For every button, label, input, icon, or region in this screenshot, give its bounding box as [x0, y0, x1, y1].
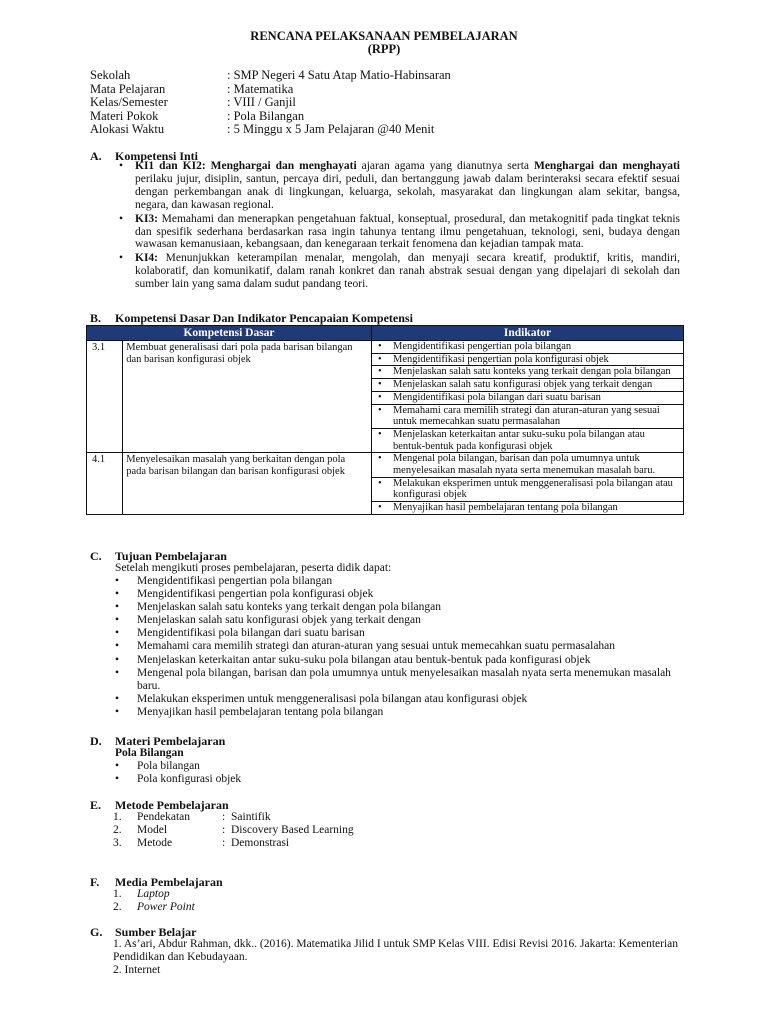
section-d-heading: D. Materi Pembelajaran: [90, 734, 226, 748]
header-indikator: Indikator: [372, 326, 684, 341]
indicator-item: • Menjelaskan keterkaitan antar suku-suku pola bilangan atau bentuk-bentuk pada konfigurasi objek: [372, 429, 683, 452]
metode-row: 1. Pendekatan : Saintifik: [113, 811, 271, 823]
section-c-heading: C. Tujuan Pembelajaran: [90, 549, 227, 563]
list-item: • Menjelaskan salah satu konteks yang terkait dengan pola bilangan: [113, 601, 678, 614]
list-item: • Pola konfigurasi objek: [113, 773, 673, 786]
ki4-item: • KI4: Menunjukkan keterampilan menalar, mengolah, dan menyaji secara kreatif, produktif, kritis, mandiri, kolaboratif, dan komunikatif, dalam ranah konkret dan ranah abstrak sesuai dengan yang dipelajari di sekolah dan sumber lain yang sama dalam sudut pandang teori.: [117, 252, 680, 291]
ki1-item: • KI1 dan KI2: Menghargai dan menghayati ajaran agama yang dianutnya serta Menghargai dan menghayati perilaku jujur, disiplin, santun, percaya diri, peduli, dan bertanggung jawab dalam berinteraksi secara efektif sesuai dengan perkembangan anak di lingkungan, keluarga, sekolah, masyarakat dan lingkungan alam sekitar, bangsa, negara, dan kawasan regional.: [117, 160, 680, 212]
document-subtitle: (RPP): [367, 42, 401, 56]
info-row-alokasi-waktu: Alokasi Waktu : 5 Minggu x 5 Jam Pelajaran @40 Menit: [90, 122, 435, 136]
tujuan-intro: Setelah mengikuti proses pembelajaran, peserta didik dapat:: [115, 562, 392, 574]
section-e-heading: E. Metode Pembelajaran: [90, 798, 229, 812]
info-row-kelas-semester: Kelas/Semester : VIII / Ganjil: [90, 95, 296, 109]
media-row: 2. Power Point: [113, 901, 195, 913]
list-item: • Menjelaskan keterkaitan antar suku-suku pola bilangan atau bentuk-bentuk pada konfigurasi objek: [113, 654, 678, 667]
list-item: • Menyajikan hasil pembelajaran tentang pola bilangan: [113, 706, 678, 719]
kd-number: 3.1: [87, 341, 123, 453]
section-a-heading: A. Kompetensi Inti: [90, 149, 199, 163]
indicator-item: • Menyajikan hasil pembelajaran tentang pola bilangan: [372, 502, 683, 514]
list-item: • Melakukan eksperimen untuk menggeneralisasi pola bilangan atau konfigurasi objek: [113, 693, 678, 706]
section-b-heading: B. Kompetensi Dasar Dan Indikator Pencapaian Kompetensi: [90, 311, 413, 325]
kompetensi-inti-list: [117, 160, 680, 292]
indicator-cell: [372, 341, 684, 453]
indicator-cell: [372, 453, 684, 515]
header-kompetensi-dasar: Kompetensi Dasar: [87, 326, 372, 341]
metode-row: 2. Model : Discovery Based Learning: [113, 824, 354, 836]
identity-block: [90, 69, 451, 137]
list-item: • Pola bilangan: [113, 760, 673, 773]
indicator-item: • Melakukan eksperimen untuk menggeneralisasi pola bilangan atau konfigurasi objek: [372, 478, 683, 502]
indicator-item: • Mengidentifikasi pengertian pola bilangan: [372, 341, 683, 354]
kompetensi-table: [86, 325, 684, 515]
list-item: • Mengidentifikasi pengertian pola bilangan: [113, 575, 678, 588]
indicator-item: • Menjelaskan salah satu konfigurasi objek yang terkait dengan: [372, 379, 683, 392]
indicator-item: • Memahami cara memilih strategi dan aturan-aturan yang sesuai untuk memecahkan suatu permasalahan: [372, 405, 683, 429]
info-row-materi-pokok: Materi Pokok : Pola Bilangan: [90, 108, 305, 123]
sumber-item-2: 2. Internet: [113, 964, 161, 976]
list-item: • Menjelaskan salah satu konfigurasi objek yang terkait dengan: [113, 614, 678, 627]
indicator-item: • Mengidentifikasi pola bilangan dari suatu barisan: [372, 392, 683, 405]
kd-text: Membuat generalisasi dari pola pada barisan bilangan dan barisan konfigurasi objek: [123, 341, 372, 453]
document-title: RENCANA PELAKSANAAN PEMBELAJARAN: [250, 29, 518, 43]
table-row: [87, 341, 684, 453]
metode-row: 3. Metode : Demonstrasi: [113, 837, 290, 849]
list-item: • Mengidentifikasi pengertian pola konfigurasi objek: [113, 588, 678, 601]
section-g-heading: G. Sumber Belajar: [90, 925, 197, 939]
indicator-item: • Mengidentifikasi pengertian pola konfigurasi objek: [372, 354, 683, 367]
info-row-mata-pelajaran: Mata Pelajaran : Matematika: [90, 81, 294, 96]
sumber-item-1: 1. As’ari, Abdur Rahman, dkk.. (2016). Matematika Jilid I untuk SMP Kelas VIII. Edisi Revisi 2016. Jakarta: Kementerian Pendidikan dan Kebudayaan.: [113, 938, 679, 963]
ki3-item: • KI3: Memahami dan menerapkan pengetahuan faktual, konseptual, prosedural, dan metakognitif pada tingkat teknis dan spesifik sederhana berdasarkan rasa ingin tahunya tentang ilmu pengetahuan, teknologi, seni, budaya dengan wawasan kemanusiaan, kebangsaan, dan kenegaraan terkait fenomena dan kejadian tampak mata.: [117, 213, 680, 252]
indicator-item: • Mengenal pola bilangan, barisan dan pola umumnya untuk menyelesaikan masalah nyata serta menemukan masalah baru.: [372, 453, 683, 477]
metode-list: [113, 811, 354, 850]
kd-text: Menyelesaikan masalah yang berkaitan dengan pola pada barisan bilangan dan barisan konfigurasi objek: [123, 453, 372, 515]
list-item: • Memahami cara memilih strategi dan aturan-aturan yang sesuai untuk memecahkan suatu permasalahan: [113, 640, 678, 653]
media-list: [113, 888, 195, 914]
info-row-sekolah: Sekolah : SMP Negeri 4 Satu Atap Matio-Habinsaran: [90, 68, 451, 82]
media-row: 1. Laptop: [113, 888, 170, 900]
list-item: • Mengidentifikasi pola bilangan dari suatu barisan: [113, 627, 678, 640]
section-f-heading: F. Media Pembelajaran: [90, 875, 223, 889]
table-row: [87, 453, 684, 515]
list-item: • Mengenal pola bilangan, barisan dan pola umumnya untuk menyelesaikan masalah nyata serta menemukan masalah baru.: [113, 667, 678, 693]
indicator-item: • Menjelaskan salah satu konteks yang terkait dengan pola bilangan: [372, 366, 683, 379]
table-header-row: [87, 326, 684, 341]
materi-list: [113, 760, 673, 786]
materi-subtitle: Pola Bilangan: [115, 747, 184, 759]
kd-number: 4.1: [87, 453, 123, 515]
tujuan-list: [113, 575, 678, 719]
